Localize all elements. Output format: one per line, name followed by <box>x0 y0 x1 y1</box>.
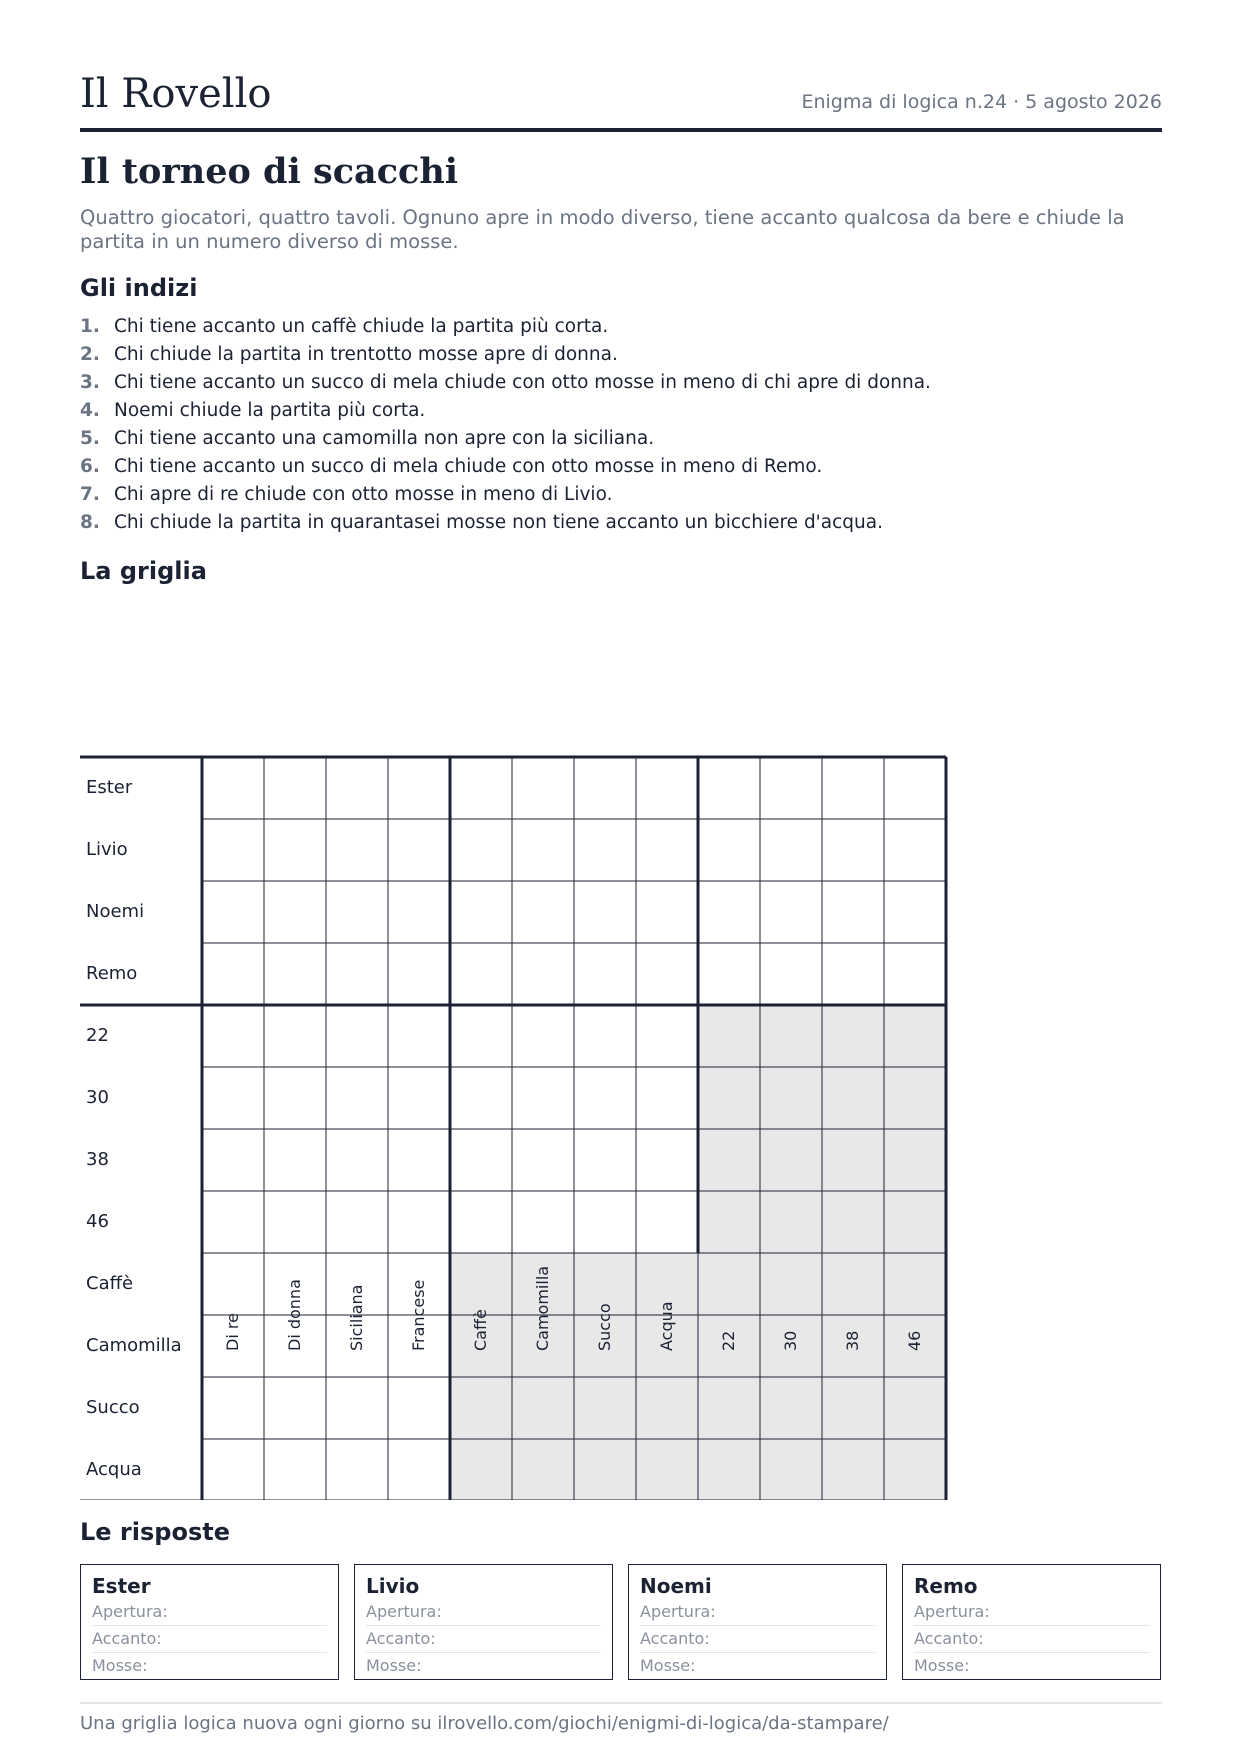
clue-number: 1. <box>80 316 100 337</box>
clue-list <box>80 313 931 537</box>
grid-cell-blocked <box>822 1439 884 1500</box>
clues-heading: Gli indizi <box>80 274 198 302</box>
grid-cell-blocked <box>884 1067 946 1129</box>
grid-cell[interactable] <box>202 1439 264 1500</box>
grid-cell-blocked <box>574 1439 636 1500</box>
row-header: 30 <box>86 1087 109 1108</box>
answers-heading: Le risposte <box>80 1518 230 1546</box>
grid-cell[interactable] <box>698 819 760 881</box>
answer-field[interactable]: Accanto: <box>92 1626 327 1653</box>
grid-cell[interactable] <box>574 881 636 943</box>
grid-cell[interactable] <box>636 1005 698 1067</box>
grid-cell-blocked <box>698 1005 760 1067</box>
answer-field[interactable]: Mosse: <box>366 1656 422 1675</box>
grid-cell[interactable] <box>326 757 388 819</box>
brand-title: Il Rovello <box>80 71 272 117</box>
grid-cell-blocked <box>760 1253 822 1315</box>
grid-cell[interactable] <box>264 1191 326 1253</box>
grid-cell[interactable] <box>388 757 450 819</box>
grid-cell[interactable] <box>574 757 636 819</box>
column-header-text: 38 <box>843 1330 862 1351</box>
grid-cell[interactable] <box>388 881 450 943</box>
grid-cell[interactable] <box>388 1191 450 1253</box>
grid-cell[interactable] <box>636 881 698 943</box>
grid-cell-blocked <box>450 1439 512 1500</box>
grid-cell[interactable] <box>264 881 326 943</box>
grid-cell[interactable] <box>636 1067 698 1129</box>
grid-cell[interactable] <box>636 1191 698 1253</box>
grid-cell-blocked <box>822 1067 884 1129</box>
grid-cell[interactable] <box>822 757 884 819</box>
answer-cards <box>80 1564 1162 1680</box>
grid-cell[interactable] <box>264 1067 326 1129</box>
row-header: Acqua <box>86 1459 142 1480</box>
grid-cell[interactable] <box>512 1067 574 1129</box>
column-header-text: Succo <box>595 1303 614 1351</box>
clue-text: Chi tiene accanto un caffè chiude la partita più corta. <box>114 316 609 337</box>
grid-cell[interactable] <box>822 881 884 943</box>
grid-cell-blocked <box>822 1377 884 1439</box>
grid-cell-blocked <box>698 1253 760 1315</box>
grid-cell-blocked <box>636 1439 698 1500</box>
grid-cell-blocked <box>822 1191 884 1253</box>
grid-cell[interactable] <box>574 1067 636 1129</box>
grid-cell[interactable] <box>884 943 946 1005</box>
grid-cell[interactable] <box>760 757 822 819</box>
grid-cells <box>80 620 950 1500</box>
grid-cell[interactable] <box>326 819 388 881</box>
answer-card-name: Noemi <box>640 1574 712 1598</box>
grid-cell[interactable] <box>326 881 388 943</box>
column-header-text: 46 <box>905 1330 924 1351</box>
grid-cell-blocked <box>698 1377 760 1439</box>
grid-cell-blocked <box>822 1129 884 1191</box>
grid-cell-blocked <box>822 1005 884 1067</box>
grid-cell[interactable] <box>264 1005 326 1067</box>
grid-cell[interactable] <box>884 819 946 881</box>
clue-number: 6. <box>80 456 100 477</box>
grid-cell[interactable] <box>326 1439 388 1500</box>
answer-card <box>354 1564 613 1680</box>
grid-heading: La griglia <box>80 557 207 585</box>
grid-cell-blocked <box>760 1191 822 1253</box>
row-header: 38 <box>86 1149 109 1170</box>
grid-cell[interactable] <box>884 881 946 943</box>
grid-cell[interactable] <box>388 1005 450 1067</box>
answer-field[interactable]: Apertura: <box>914 1599 1149 1626</box>
grid-cell[interactable] <box>388 943 450 1005</box>
grid-cell[interactable] <box>450 819 512 881</box>
grid-cell-blocked <box>760 1377 822 1439</box>
row-header: Noemi <box>86 901 145 922</box>
answer-field[interactable]: Mosse: <box>92 1656 148 1675</box>
grid-cell[interactable] <box>202 1377 264 1439</box>
grid-cell[interactable] <box>574 1191 636 1253</box>
grid-cell[interactable] <box>512 943 574 1005</box>
logic-grid <box>80 620 950 1500</box>
answer-field[interactable]: Accanto: <box>366 1626 601 1653</box>
clue-text: Chi tiene accanto una camomilla non apre con la siciliana. <box>114 428 655 449</box>
clue-text: Chi apre di re chiude con otto mosse in meno di Livio. <box>114 484 613 505</box>
grid-cell[interactable] <box>450 1129 512 1191</box>
clue-number: 5. <box>80 428 100 449</box>
row-header: Ester <box>86 777 133 798</box>
puzzle-intro: Quattro giocatori, quattro tavoli. Ognuno apre in modo diverso, tiene accanto qualcosa da bere e chiude la partita in un numero diverso di mosse. <box>80 206 1125 253</box>
grid-cell[interactable] <box>264 943 326 1005</box>
clue-number: 7. <box>80 484 100 505</box>
row-header: 22 <box>86 1025 109 1046</box>
clue-number: 4. <box>80 400 100 421</box>
grid-cell[interactable] <box>698 881 760 943</box>
grid-cell[interactable] <box>326 943 388 1005</box>
grid-cell[interactable] <box>202 1005 264 1067</box>
column-header-text: 22 <box>719 1330 738 1351</box>
column-header-text: 30 <box>781 1330 800 1351</box>
grid-cell[interactable] <box>388 1377 450 1439</box>
column-header-text: Di donna <box>285 1279 304 1351</box>
grid-cell[interactable] <box>388 1129 450 1191</box>
grid-cell[interactable] <box>202 1191 264 1253</box>
grid-cell[interactable] <box>388 819 450 881</box>
column-header-text: Di re <box>223 1313 242 1351</box>
grid-cell-blocked <box>636 1377 698 1439</box>
grid-cell[interactable] <box>202 943 264 1005</box>
grid-cell[interactable] <box>450 881 512 943</box>
clue-text: Chi tiene accanto un succo di mela chiude con otto mosse in meno di chi apre di donna. <box>114 372 931 393</box>
grid-cell[interactable] <box>574 1005 636 1067</box>
grid-cell[interactable] <box>264 819 326 881</box>
grid-cell[interactable] <box>202 757 264 819</box>
grid-cell[interactable] <box>202 1129 264 1191</box>
grid-cell[interactable] <box>760 881 822 943</box>
grid-cell-blocked <box>760 1439 822 1500</box>
clue-number: 2. <box>80 344 100 365</box>
clue-item <box>80 509 931 537</box>
row-header: 46 <box>86 1211 109 1232</box>
grid-cell[interactable] <box>760 943 822 1005</box>
grid-cell[interactable] <box>822 819 884 881</box>
grid-cell[interactable] <box>202 1253 264 1315</box>
grid-cell[interactable] <box>512 1005 574 1067</box>
answer-card <box>628 1564 887 1680</box>
answer-field[interactable]: Mosse: <box>914 1656 970 1675</box>
puzzle-title: Il torneo di scacchi <box>80 151 459 192</box>
grid-cell[interactable] <box>512 881 574 943</box>
answer-field[interactable]: Apertura: <box>92 1599 327 1626</box>
clue-item <box>80 369 931 397</box>
issue-info: Enigma di logica n.24 · 5 agosto 2026 <box>801 91 1162 113</box>
grid-cell[interactable] <box>388 1439 450 1500</box>
clue-item <box>80 481 931 509</box>
grid-cell-blocked <box>760 1129 822 1191</box>
clue-text: Chi chiude la partita in trentotto mosse apre di donna. <box>114 344 618 365</box>
row-header: Caffè <box>86 1273 134 1294</box>
grid-cell[interactable] <box>450 1005 512 1067</box>
row-header: Succo <box>86 1397 140 1418</box>
clue-item <box>80 397 931 425</box>
grid-cell-blocked <box>760 1067 822 1129</box>
grid-cell[interactable] <box>450 757 512 819</box>
grid-cell[interactable] <box>450 943 512 1005</box>
clue-item <box>80 313 931 341</box>
grid-cell[interactable] <box>326 1377 388 1439</box>
grid-cell[interactable] <box>574 819 636 881</box>
grid-cell-blocked <box>822 1253 884 1315</box>
grid-cell[interactable] <box>760 819 822 881</box>
grid-cell[interactable] <box>264 1377 326 1439</box>
answer-card <box>80 1564 339 1680</box>
grid-cell[interactable] <box>574 943 636 1005</box>
grid-cell-blocked <box>884 1191 946 1253</box>
clue-item <box>80 341 931 369</box>
grid-cell-blocked <box>698 1067 760 1129</box>
grid-cell[interactable] <box>512 757 574 819</box>
clue-text: Noemi chiude la partita più corta. <box>114 400 426 421</box>
column-header-text: Camomilla <box>533 1265 552 1351</box>
grid-cell[interactable] <box>450 1067 512 1129</box>
column-header-text: Caffè <box>471 1309 490 1351</box>
grid-cell-blocked <box>574 1377 636 1439</box>
grid-cell[interactable] <box>264 1129 326 1191</box>
clue-number: 3. <box>80 372 100 393</box>
answer-field[interactable]: Accanto: <box>640 1626 875 1653</box>
clue-item <box>80 425 931 453</box>
grid-cell-blocked <box>512 1377 574 1439</box>
grid-cell[interactable] <box>264 757 326 819</box>
grid-cell-blocked <box>450 1253 512 1315</box>
answer-card-name: Livio <box>366 1574 420 1598</box>
grid-cell[interactable] <box>698 757 760 819</box>
clue-item <box>80 453 931 481</box>
grid-cell[interactable] <box>636 819 698 881</box>
grid-cell-blocked <box>884 1129 946 1191</box>
answer-field[interactable]: Apertura: <box>640 1599 875 1626</box>
grid-cell-blocked <box>698 1129 760 1191</box>
grid-cell[interactable] <box>698 943 760 1005</box>
column-header-text: Francese <box>409 1279 428 1351</box>
column-header-text: Siciliana <box>347 1284 366 1351</box>
grid-cell[interactable] <box>636 757 698 819</box>
clue-text: Chi chiude la partita in quarantasei mosse non tiene accanto un bicchiere d'acqua. <box>114 512 883 533</box>
grid-cell[interactable] <box>512 1191 574 1253</box>
grid-cell[interactable] <box>326 1191 388 1253</box>
grid-cell-blocked <box>884 1253 946 1315</box>
grid-cell-blocked <box>698 1439 760 1500</box>
grid-cell[interactable] <box>388 1067 450 1129</box>
answer-card-name: Ester <box>92 1574 151 1598</box>
grid-cell-blocked <box>512 1439 574 1500</box>
grid-cell[interactable] <box>512 819 574 881</box>
grid-cell[interactable] <box>202 881 264 943</box>
grid-cell[interactable] <box>636 943 698 1005</box>
grid-cell-blocked <box>698 1191 760 1253</box>
row-header: Remo <box>86 963 138 984</box>
clue-number: 8. <box>80 512 100 533</box>
footer: Una griglia logica nuova ogni giorno su ilrovello.com/giochi/enigmi-di-logica/da-stampare/ <box>80 1702 1162 1736</box>
grid-cell-blocked <box>884 1377 946 1439</box>
clue-text: Chi tiene accanto un succo di mela chiude con otto mosse in meno di Remo. <box>114 456 823 477</box>
column-header-text: Acqua <box>657 1301 676 1351</box>
grid-cell[interactable] <box>512 1129 574 1191</box>
grid-cell[interactable] <box>326 1129 388 1191</box>
row-header: Camomilla <box>86 1335 182 1356</box>
answer-card <box>902 1564 1161 1680</box>
grid-cell[interactable] <box>326 1067 388 1129</box>
answer-field[interactable]: Accanto: <box>914 1626 1149 1653</box>
grid-cell-blocked <box>884 1005 946 1067</box>
answer-field[interactable]: Apertura: <box>366 1599 601 1626</box>
grid-cell[interactable] <box>264 1439 326 1500</box>
grid-cell[interactable] <box>326 1005 388 1067</box>
grid-cell[interactable] <box>574 1129 636 1191</box>
grid-cell[interactable] <box>202 1067 264 1129</box>
grid-cell[interactable] <box>202 819 264 881</box>
grid-cell-blocked <box>450 1377 512 1439</box>
grid-cell[interactable] <box>636 1129 698 1191</box>
grid-cell[interactable] <box>450 1191 512 1253</box>
grid-cell[interactable] <box>822 943 884 1005</box>
grid-cell[interactable] <box>884 757 946 819</box>
masthead <box>80 70 1162 132</box>
grid-cell-blocked <box>884 1439 946 1500</box>
answer-card-name: Remo <box>914 1574 978 1598</box>
answer-field[interactable]: Mosse: <box>640 1656 696 1675</box>
row-header: Livio <box>86 839 128 860</box>
grid-cell-blocked <box>760 1005 822 1067</box>
